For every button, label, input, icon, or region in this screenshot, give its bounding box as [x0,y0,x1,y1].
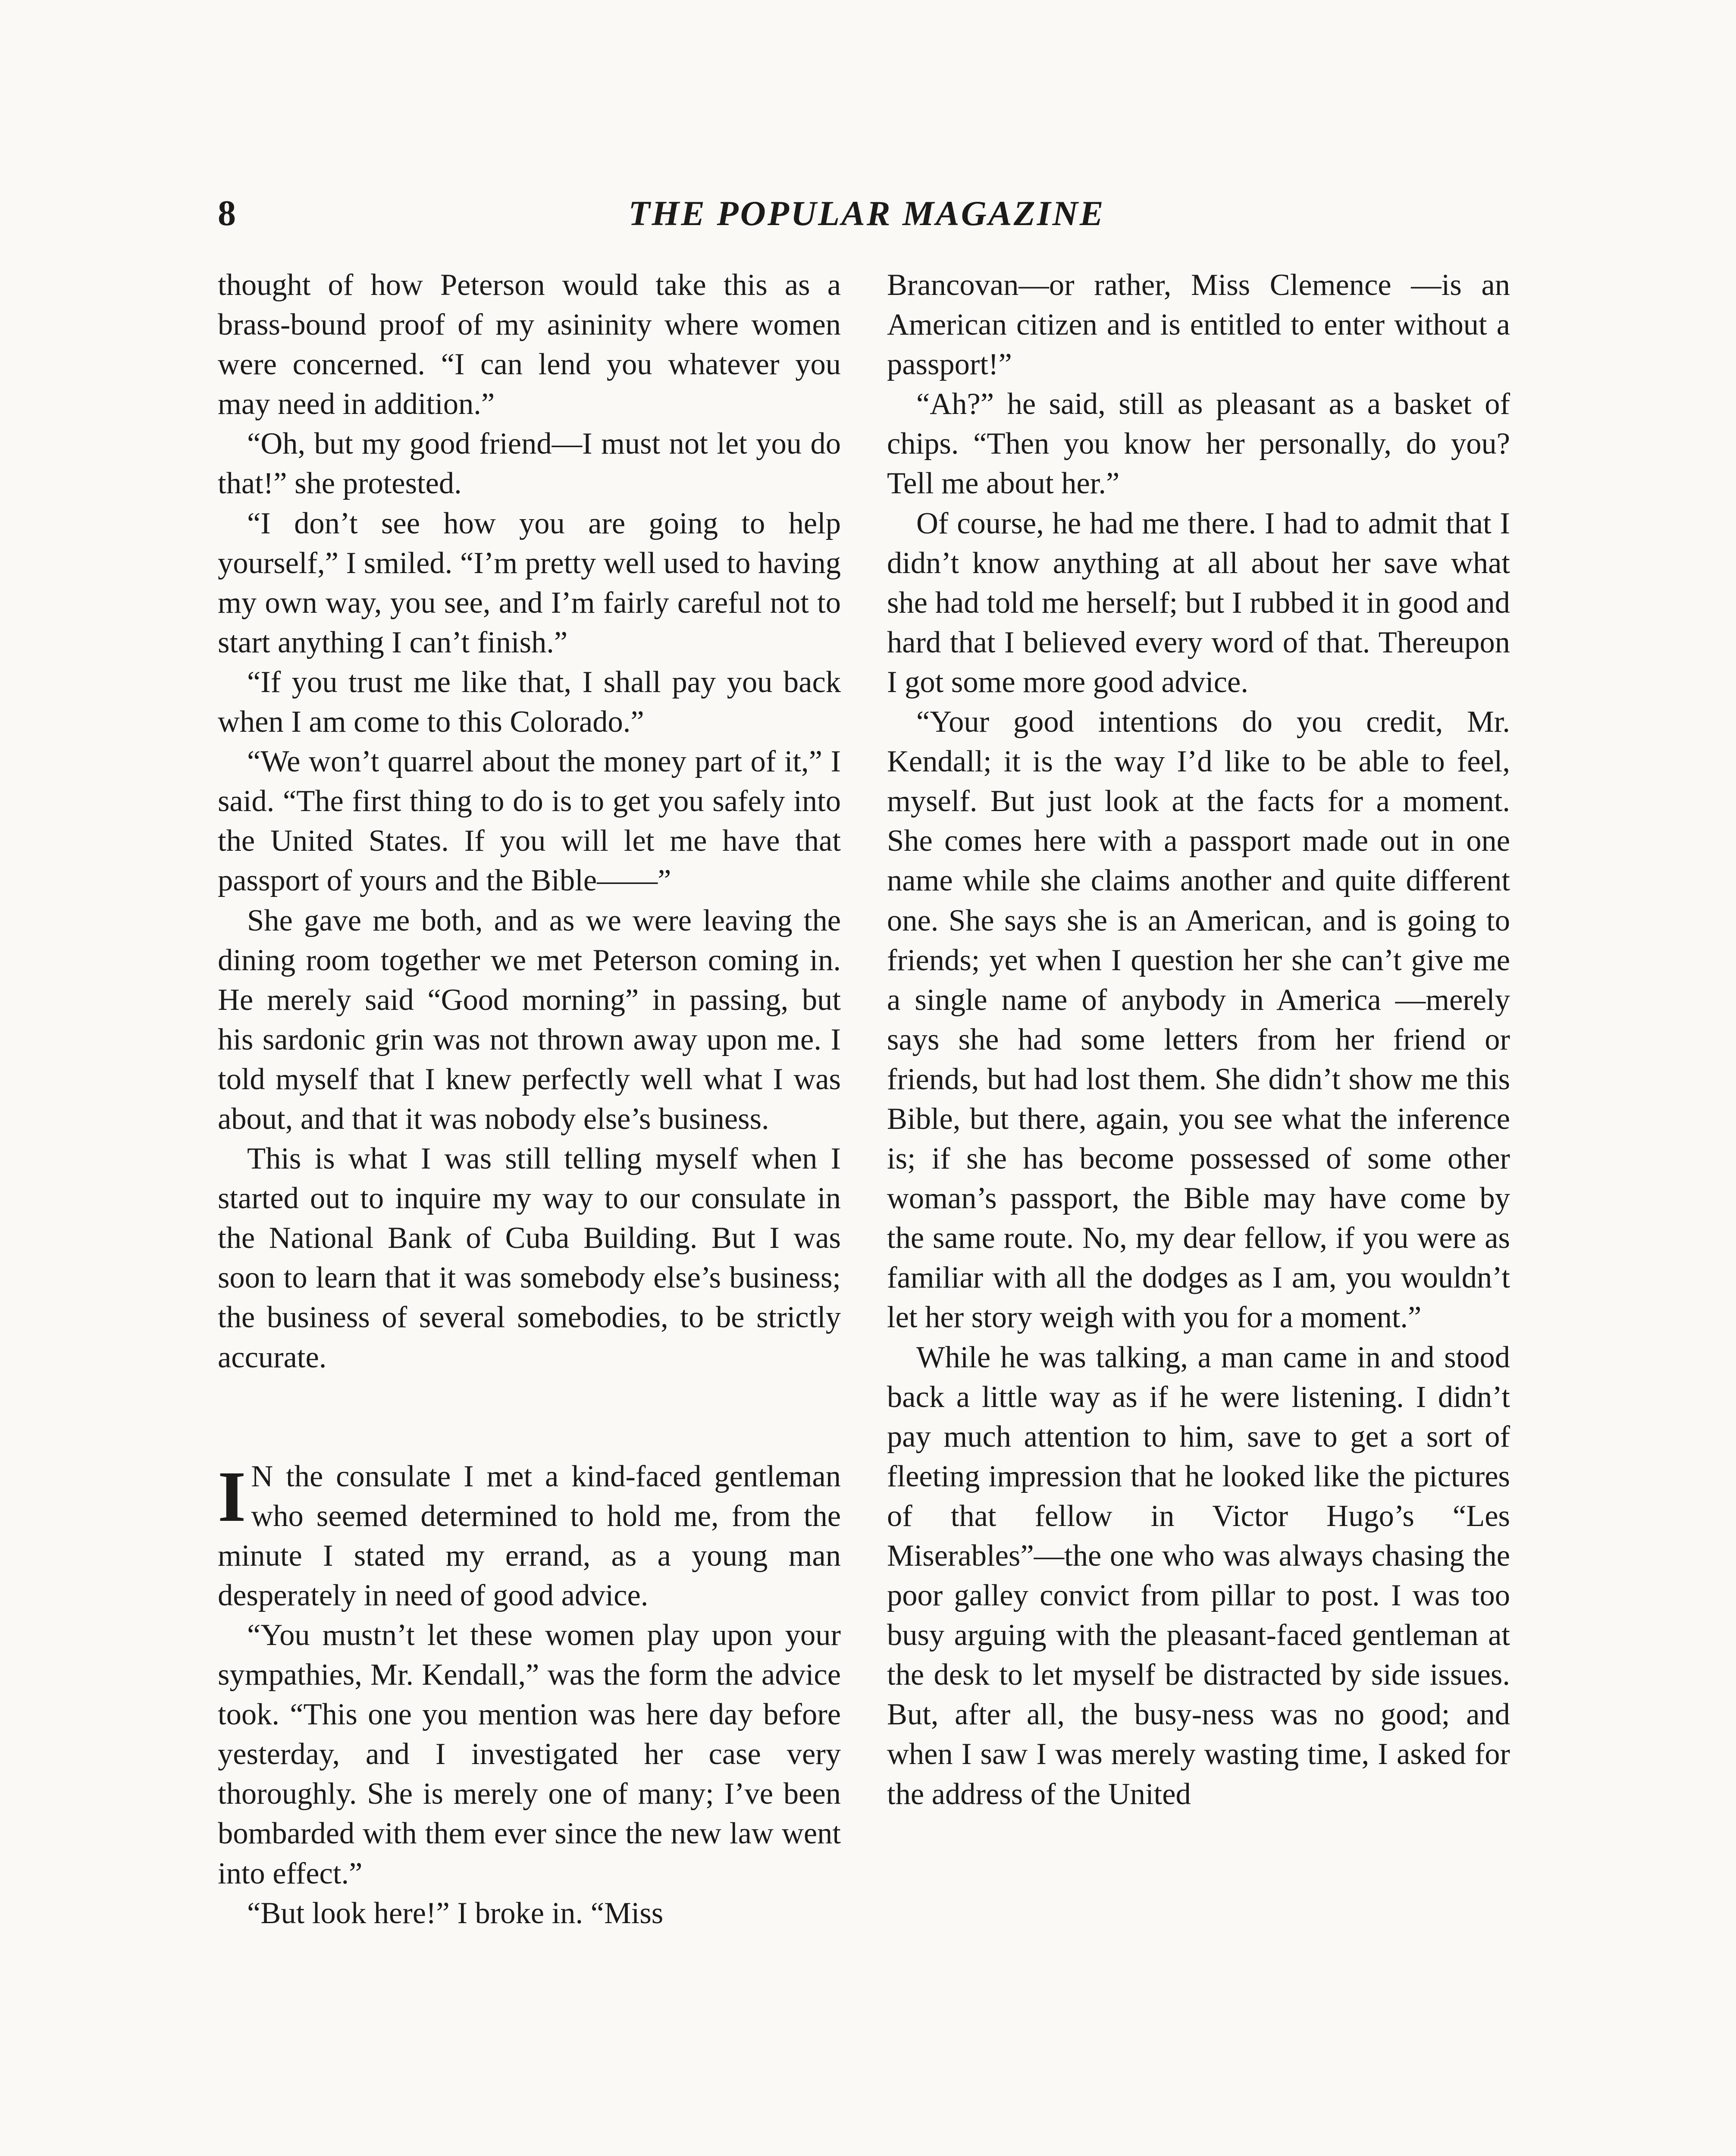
paragraph: Brancovan—or rather, Miss Clemence —is an American citizen and is entitled to enter without a passport!” [887,268,1510,382]
paragraph: “I don’t see how you are going to help yourself,” I smiled. “I’m pretty well used to having my own way, you see, and I’m fairly careful not to start anything I can’t finish.” [218,506,841,659]
paragraph: thought of how Peterson would take this as a brass-bound proof of my asininity where women were concerned. “I can lend you whatever you may need in addition.” [218,268,841,421]
page-header [218,190,1516,241]
paragraph: “But look here!” I broke in. “Miss [247,1896,664,1930]
section-opening-paragraph [218,1457,841,1615]
paragraph: “You mustn’t let these women play upon your sympathies, Mr. Kendall,” was the form the advice took. “This one you mention was here day before yesterday, and I investigated her case very thoroughly. She is merely one of many; I’ve been bombarded with them ever since the new law went into effect.” [218,1618,841,1890]
paragraph: She gave me both, and as we were leaving the dining room together we met Peterson coming in. He merely said “Good morning” in passing, but his sardonic grin was not thrown away upon me. I told myself that I knew perfectly well what I was about, and that it was nobody else’s business. [218,903,841,1136]
paragraph: “Ah?” he said, still as pleasant as a basket of chips. “Then you know her personally, do you? Tell me about her.” [887,387,1510,501]
running-title: THE POPULAR MAGAZINE [628,194,1105,233]
section-break [218,1377,841,1457]
paragraph: Of course, he had me there. I had to admit that I didn’t know anything at all about her save what she had told me herself; but I rubbed it in good and hard that I believed every word of that. Thereupon I got some more good advice. [887,506,1510,699]
left-column [218,265,841,1933]
paragraph: “Oh, but my good friend—I must not let you do that!” she protested. [218,427,841,501]
paragraph: This is what I was still telling myself when I started out to inquire my way to our consulate in the National Bank of Cuba Building. But I was soon to learn that it was somebody else’s business; the business of several somebodies, to be strictly accurate. [218,1142,841,1374]
right-column [887,265,1510,1814]
drop-cap: I [218,1456,246,1537]
paragraph: While he was talking, a man came in and stood back a little way as if he were listening. I didn’t pay much attention to him, save to get a sort of fleeting impression that he looked like the pictures of that fellow in Victor Hugo’s “Les Miserables”—the one who was always chasing the poor galley convict from pillar to post. I was too busy arguing with the pleasant-faced gentleman at the desk to let myself be distracted by side issues. But, after all, the busy-ness was no good; and when I saw I was merely wasting time, I asked for the address of the United [887,1340,1510,1811]
paragraph-text: N the consulate I met a kind-faced gentleman who seemed determined to hold me, from the minute I stated my errand, as a young man desperately in need of good advice. [218,1459,841,1612]
page-number: 8 [218,193,236,233]
paragraph: “We won’t quarrel about the money part of it,” I said. “The first thing to do is to get you safely into the United States. If you will let me have that passport of yours and the Bible——” [218,745,841,898]
paragraph: “If you trust me like that, I shall pay you back when I am come to this Colorado.” [218,665,841,739]
paragraph: “Your good intentions do you credit, Mr. Kendall; it is the way I’d like to be able to feel, myself. But just look at the facts for a moment. She comes here with a passport made out in one name while she claims another and quite different one. She says she is an American, and is going to friends; yet when I question her she can’t give me a single name of anybody in America —merely says she had some letters from her friend or friends, but had lost them. She didn’t show me this Bible, but there, again, you see what the inference is; if she has become possessed of some other woman’s passport, the Bible may have come by the same route. No, my dear fellow, if you were as familiar with all the dodges as I am, you wouldn’t let her story weigh with you for a moment.” [887,705,1510,1335]
